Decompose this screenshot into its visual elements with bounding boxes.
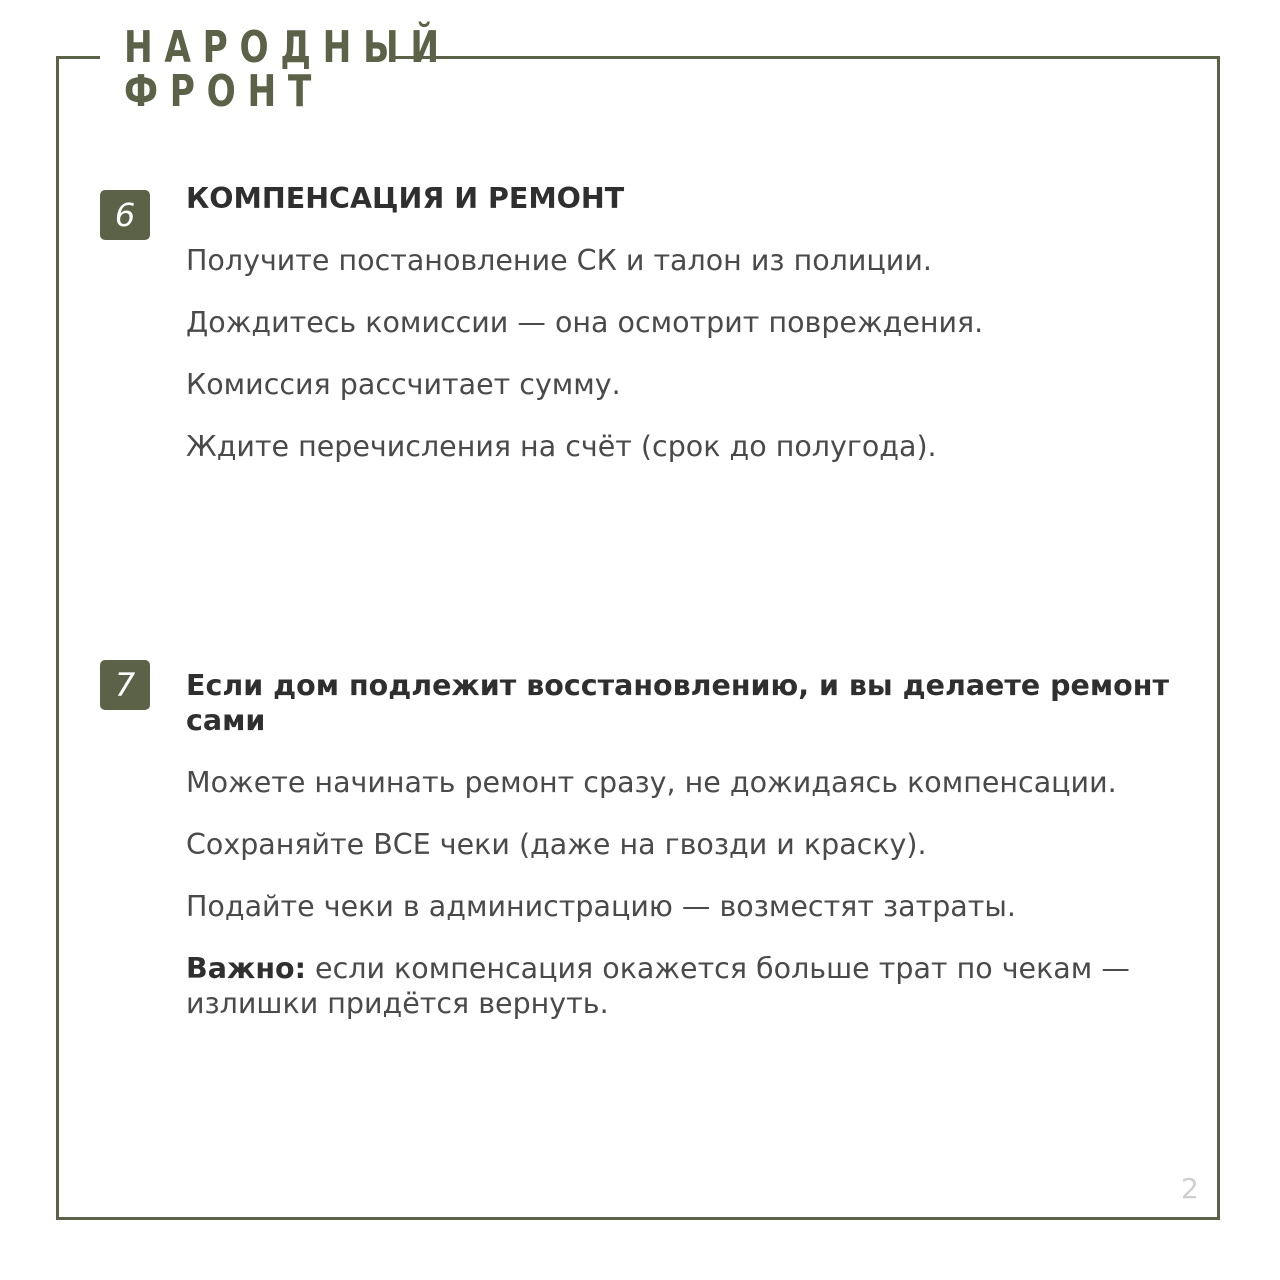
paragraph: Подайте чеки в администрацию — возместят затраты. [186,890,1016,923]
section-title: КОМПЕНСАЦИЯ И РЕМОНТ [186,182,625,215]
paragraph: Комиссия рассчитает сумму. [186,368,621,401]
logo [124,22,451,117]
important-text: если компенсация окажется больше трат по чекам — излишки придётся вернуть. [186,952,1130,1020]
section-number-badge: 6 [100,190,150,240]
important-label: Важно: [186,952,306,985]
paragraph: Сохраняйте ВСЕ чеки (даже на гвозди и краску). [186,828,927,861]
logo-line-2: ФРОНТ [124,66,323,117]
section-compensation [186,181,1206,464]
logo-line-1: НАРОДНЫЙ [124,22,451,73]
paragraph: Получите постановление СК и талон из полиции. [186,244,932,277]
paragraph: Ждите перечисления на счёт (срок до полугода). [186,430,937,463]
section-title: Если дом подлежит восстановлению, и вы делаете ремонт сами [186,669,1169,737]
paragraph: Дождитесь комиссии — она осмотрит повреждения. [186,306,984,339]
section-number-badge: 7 [100,660,150,710]
important-note [186,951,1206,1021]
page-number: 2 [1181,1172,1199,1205]
paragraph: Можете начинать ремонт сразу, не дожидаясь компенсации. [186,766,1117,799]
section-self-repair [186,668,1206,1021]
